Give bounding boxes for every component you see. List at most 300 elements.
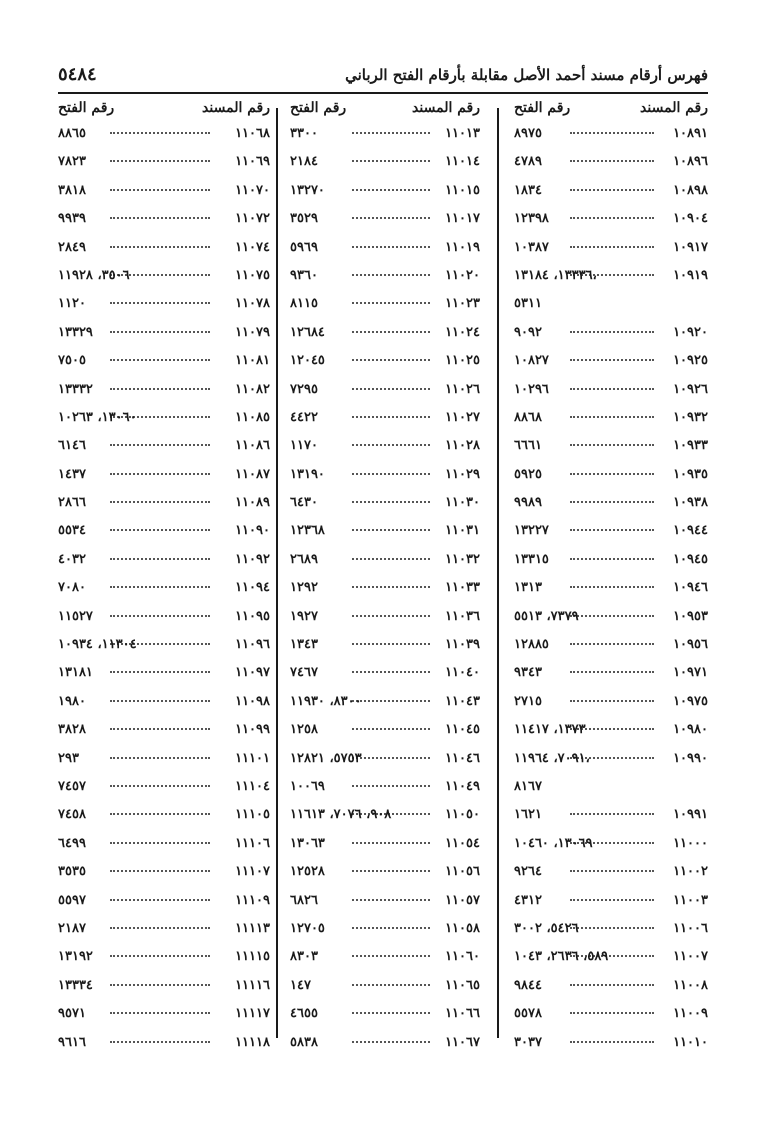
fath-number: ٥٣١١ [514, 296, 542, 312]
dot-leader [110, 359, 210, 361]
fath-number: ١٣٠٦٠، ١٠٢٦٣ [58, 409, 137, 425]
dot-leader [570, 870, 654, 872]
dot-leader [570, 529, 654, 531]
index-entry [58, 489, 270, 517]
index-entry [290, 1000, 480, 1028]
fath-number: ٨٩٧٥ [514, 126, 542, 141]
dot-leader [352, 1041, 430, 1043]
index-entry [514, 801, 708, 829]
dot-leader [110, 955, 210, 957]
index-entry [514, 830, 708, 858]
musnad-number: ١٠٩٨٠ [673, 722, 708, 738]
dot-leader [352, 302, 430, 304]
musnad-number: ١١٠٥٠ [445, 807, 480, 823]
index-entry [514, 943, 708, 971]
index-entry [58, 603, 270, 631]
dot-leader [352, 615, 430, 617]
fath-number: ٧٢٩٥ [290, 381, 318, 397]
dot-leader [352, 529, 430, 531]
index-entry [290, 915, 480, 943]
column-divider [497, 108, 499, 1038]
musnad-number: ١١٠٣١ [445, 523, 480, 539]
musnad-number: ١٠٩٣٥ [673, 466, 708, 482]
fath-number: ٢٦٨٩ [290, 551, 318, 567]
fath-number: ٨١١٥ [290, 296, 318, 312]
index-entry [514, 262, 708, 290]
musnad-number: ١٠٩٣٨ [673, 495, 708, 511]
musnad-number: ١١٠٦٨ [235, 126, 270, 141]
musnad-number: ١١٠٩٢ [235, 551, 270, 567]
running-title: فهرس أرقام مسند أحمد الأصل مقابلة بأرقام الفتح الرباني [345, 66, 708, 84]
dot-leader [110, 728, 210, 730]
index-entry [58, 631, 270, 659]
musnad-number: ١١٠٥٨ [445, 920, 480, 936]
index-entry [290, 489, 480, 517]
dot-leader [570, 643, 654, 645]
musnad-header: رقم المسند [202, 100, 270, 116]
fath-number: ٤٧٨٩ [514, 154, 542, 170]
dot-leader [352, 444, 430, 446]
index-entry [58, 262, 270, 290]
dot-leader [110, 1012, 210, 1014]
dot-leader [352, 217, 430, 219]
musnad-number: ١١٠٧٢ [235, 211, 270, 227]
dot-leader [352, 927, 430, 929]
fath-number: ٤٣١٢ [514, 892, 542, 908]
fath-number: ٥٨٣٨ [290, 1034, 318, 1050]
fath-number: ٣٣٠٠ [290, 126, 318, 141]
index-entry [58, 120, 270, 148]
index-entry [290, 972, 480, 1000]
fath-number: ٨٣٠٣ [290, 949, 318, 965]
musnad-number: ١٠٩٧١ [673, 665, 708, 681]
index-entry [514, 574, 708, 602]
fath-number: ١١٧٠ [290, 438, 318, 454]
fath-number: ٩٩٣٩ [58, 211, 86, 227]
musnad-number: ١٠٨٩٨ [673, 182, 708, 198]
fath-number: ١٣٣٣٦، ١٣١٨٤، [514, 267, 597, 283]
dot-leader [570, 246, 654, 248]
index-entry [514, 972, 708, 1000]
fath-number: ٤٠٣٢ [58, 551, 86, 567]
dot-leader [110, 899, 210, 901]
dot-leader [570, 444, 654, 446]
dot-leader [352, 1012, 430, 1014]
fath-number: ١٢٨٨٥ [514, 637, 549, 653]
index-rows [58, 120, 270, 1057]
index-entry [514, 461, 708, 489]
index-entry [290, 858, 480, 886]
fath-number: ٥٧٥٣، ١٢٨٢١ [290, 750, 362, 766]
fath-number: ١٣٧٣، ١١٤١٧ [514, 722, 586, 738]
index-entry [514, 517, 708, 545]
dot-leader [352, 331, 430, 333]
fath-number: ٦٦٦١ [514, 438, 542, 454]
page-header [58, 58, 708, 92]
index-entry [58, 205, 270, 233]
musnad-number: ١١٠٥٦ [445, 864, 480, 880]
musnad-number: ١١٠٢٧ [445, 409, 480, 425]
page-number: ٥٤٨٤ [58, 64, 97, 85]
index-entry [290, 631, 480, 659]
fath-number: ٥٨٩، ٢٦٣٦، ١٠٤٣ [514, 949, 609, 965]
musnad-number: ١١٠٦٥ [445, 977, 480, 993]
musnad-number: ١١٠١٤ [445, 154, 480, 170]
fath-number: ٣٨١٨ [58, 182, 86, 198]
dot-leader [110, 870, 210, 872]
dot-leader [570, 927, 654, 929]
dot-leader [110, 842, 210, 844]
dot-leader [352, 388, 430, 390]
musnad-number: ١١١٠٤ [235, 778, 270, 794]
fath-number: ١٢٥٢٨ [290, 864, 325, 880]
dot-leader [110, 615, 210, 617]
dot-leader [110, 501, 210, 503]
musnad-number: ١١٠٢٨ [445, 438, 480, 454]
index-column-right [514, 96, 708, 1050]
dot-leader [570, 388, 654, 390]
fath-number: ٧٤٦٧ [290, 665, 318, 681]
dot-leader [110, 671, 210, 673]
index-entry [58, 432, 270, 460]
musnad-number: ١٠٩٤٤ [673, 523, 708, 539]
musnad-number: ١١٠٢٣ [445, 296, 480, 312]
index-entry [290, 234, 480, 262]
dot-leader [110, 388, 210, 390]
musnad-number: ١٠٩٢٠ [673, 324, 708, 340]
fath-number: ١١٢٠ [58, 296, 86, 312]
fath-number: ١٠٢٩٦ [514, 381, 549, 397]
dot-leader [570, 359, 654, 361]
musnad-number: ١١٠٩٨ [235, 693, 270, 709]
fath-number: ٥٩٦٩ [290, 239, 318, 255]
musnad-number: ١١٠٩٤ [235, 580, 270, 596]
index-entry [514, 631, 708, 659]
musnad-number: ١١١١٥ [235, 949, 270, 965]
fath-number: ٥٥٧٨ [514, 1006, 542, 1022]
dot-leader [352, 558, 430, 560]
fath-number: ١٩٨٠ [58, 693, 86, 709]
index-entry [58, 915, 270, 943]
index-entry [58, 773, 270, 801]
musnad-header: رقم المسند [412, 100, 480, 116]
fath-number: ١١٣٠٤، ١٠٩٣٤ [58, 637, 137, 653]
fath-number: ١٣٣١٥ [514, 551, 549, 567]
dot-leader [110, 132, 210, 134]
fath-number: ٣٨٢٨ [58, 722, 86, 738]
fath-number: ١٣١٣ [514, 580, 542, 596]
musnad-number: ١١٠٧٠ [235, 182, 270, 198]
fath-number: ٦٤٩٩ [58, 835, 86, 851]
index-entry [290, 943, 480, 971]
dot-leader [352, 473, 430, 475]
musnad-number: ١٠٩٧٥ [673, 693, 708, 709]
index-entry [58, 404, 270, 432]
index-rows [514, 120, 708, 1057]
dot-leader [352, 671, 430, 673]
dot-leader [570, 984, 654, 986]
index-entry [290, 887, 480, 915]
dot-leader [352, 757, 430, 759]
dot-leader [352, 359, 430, 361]
index-entry [58, 376, 270, 404]
fath-number: ٣٥٢٩ [290, 211, 318, 227]
musnad-number: ١١٠٠٨ [673, 977, 708, 993]
fath-number: ١٢٩٢ [290, 580, 318, 596]
musnad-number: ١١٠١٣ [445, 126, 480, 141]
dot-leader [110, 785, 210, 787]
index-entry [58, 745, 270, 773]
musnad-number: ١١١٠٦ [235, 835, 270, 851]
dot-leader [570, 160, 654, 162]
musnad-number: ١١٠٧٥ [235, 267, 270, 283]
fath-number: ٢٨٤٩ [58, 239, 86, 255]
index-entry [58, 290, 270, 318]
dot-leader [110, 984, 210, 986]
musnad-number: ١١٠١٠ [673, 1034, 708, 1050]
dot-leader [570, 416, 654, 418]
musnad-number: ١١٠٢٩ [445, 466, 480, 482]
index-entry [514, 887, 708, 915]
dot-leader [352, 189, 430, 191]
index-entry [58, 574, 270, 602]
dot-leader [110, 217, 210, 219]
dot-leader [352, 501, 430, 503]
dot-leader [110, 558, 210, 560]
musnad-number: ١١١٠٧ [235, 864, 270, 880]
musnad-number: ١٠٩٠٤ [673, 211, 708, 227]
fath-number: ٧٣٧٩، ٥٥١٣ [514, 608, 579, 624]
musnad-number: ١١٠٦٠ [445, 949, 480, 965]
musnad-number: ١١٠٩٥ [235, 608, 270, 624]
dot-leader [110, 444, 210, 446]
dot-leader [110, 813, 210, 815]
fath-number: ٦٨٢٦ [290, 892, 318, 908]
index-entry [514, 404, 708, 432]
dot-leader [352, 955, 430, 957]
fath-number: ٥٤٢٦، ٣٠٠٢ [514, 920, 579, 936]
index-entry [58, 659, 270, 687]
musnad-number: ١١٠٠٧ [673, 949, 708, 965]
fath-number: ١٠٠٦٩ [290, 778, 325, 794]
index-entry [58, 716, 270, 744]
index-entry [290, 688, 480, 716]
index-entry [514, 858, 708, 886]
dot-leader [352, 785, 430, 787]
fath-number: ١٣١٩٢ [58, 949, 93, 965]
fath-number: ٢١٨٤ [290, 154, 318, 170]
fath-number: ١٢٥٨ [290, 722, 318, 738]
musnad-number: ١١٠٧٩ [235, 324, 270, 340]
musnad-number: ١١٠٦٧ [445, 1034, 480, 1050]
index-entry [58, 177, 270, 205]
fath-number: ١١٥٢٧ [58, 608, 93, 624]
index-entry [290, 376, 480, 404]
musnad-number: ١١٠٧٨ [235, 296, 270, 312]
dot-leader [570, 700, 654, 702]
musnad-number: ١١٠٤٦ [445, 750, 480, 766]
musnad-number: ١١٠٠٠ [673, 835, 708, 851]
index-column-middle [290, 96, 480, 1050]
dot-leader [110, 473, 210, 475]
fath-number: ١٢٣٦٨ [290, 523, 325, 539]
musnad-number: ١١٠٠٦ [673, 920, 708, 936]
musnad-number: ١٠٩٩٠ [673, 750, 708, 766]
dot-leader [570, 558, 654, 560]
fath-number: ٥٩٢٥ [514, 466, 542, 482]
index-entry [290, 347, 480, 375]
fath-number: ١٢٦٨٤ [290, 324, 325, 340]
dot-leader [570, 189, 654, 191]
fath-number: ١٠٣٨٧ [514, 239, 549, 255]
musnad-number: ١١٠٩٩ [235, 722, 270, 738]
index-entry [290, 319, 480, 347]
musnad-number: ١١٠١٩ [445, 239, 480, 255]
musnad-number: ١١٠٤٩ [445, 778, 480, 794]
dot-leader [352, 160, 430, 162]
fath-number: ٦٤٣٠ [290, 495, 318, 511]
musnad-number: ١١٠٣٠ [445, 495, 480, 511]
musnad-number: ١١١٠١ [235, 750, 270, 766]
musnad-number: ١١٠١٥ [445, 182, 480, 198]
musnad-number: ١١١١٨ [235, 1034, 270, 1050]
index-entry [290, 517, 480, 545]
index-entry [290, 461, 480, 489]
musnad-number: ١٠٩٣٣ [673, 438, 708, 454]
index-entry [514, 120, 708, 148]
index-entry [290, 205, 480, 233]
dot-leader [570, 671, 654, 673]
fath-number: ٧٥٠٥ [58, 353, 86, 369]
fath-number: ٢٧١٥ [514, 693, 542, 709]
dot-leader [352, 643, 430, 645]
fath-number: ٨١٦٧ [514, 778, 542, 794]
index-entry [58, 858, 270, 886]
dot-leader [110, 302, 210, 304]
musnad-header: رقم المسند [640, 100, 708, 116]
dot-leader [352, 274, 430, 276]
musnad-number: ١١٠١٧ [445, 211, 480, 227]
dot-leader [352, 246, 430, 248]
fath-number: ٨٨٦٨ [514, 409, 542, 425]
fath-number: ٩٥٧١ [58, 1006, 86, 1022]
index-entry [514, 205, 708, 233]
musnad-number: ١١٠٠٩ [673, 1006, 708, 1022]
index-entry [58, 1000, 270, 1028]
musnad-number: ١٠٨٩٦ [673, 154, 708, 170]
dot-leader [570, 899, 654, 901]
dot-leader [570, 501, 654, 503]
dot-leader [570, 615, 654, 617]
index-entry [290, 745, 480, 773]
fath-header: رقم الفتح [58, 100, 115, 116]
dot-leader [110, 1041, 210, 1043]
fath-number: ١٣٠٦٣ [290, 835, 325, 851]
musnad-number: ١٠٩٩١ [673, 807, 708, 823]
fath-number: ٧٤٥٧ [58, 778, 86, 794]
index-entry [290, 659, 480, 687]
dot-leader [110, 529, 210, 531]
index-entry [290, 1029, 480, 1057]
musnad-number: ١١٠٣٢ [445, 551, 480, 567]
musnad-number: ١١١١٦ [235, 977, 270, 993]
column-divider [276, 108, 278, 1038]
musnad-number: ١١٠٨٩ [235, 495, 270, 511]
musnad-number: ١١١١٧ [235, 1006, 270, 1022]
fath-number: ٣٥٣٥ [58, 864, 86, 880]
musnad-number: ١٠٩٢٦ [673, 381, 708, 397]
musnad-number: ١١٠٤٥ [445, 722, 480, 738]
dot-leader [570, 586, 654, 588]
index-entry [58, 1029, 270, 1057]
fath-number: ٩٣٦٠ [290, 267, 318, 283]
musnad-number: ١١٠٨٢ [235, 381, 270, 397]
index-entry [290, 177, 480, 205]
musnad-number: ١١٠٢٥ [445, 353, 480, 369]
musnad-number: ١١٠٢٦ [445, 381, 480, 397]
musnad-number: ١١٠٩٧ [235, 665, 270, 681]
index-entry [514, 148, 708, 176]
index-entry [290, 404, 480, 432]
dot-leader [110, 246, 210, 248]
index-entry [514, 1029, 708, 1057]
musnad-number: ١٠٩١٩ [673, 267, 708, 283]
fath-number: ١٣١٩٠ [290, 466, 325, 482]
fath-number: ١٢٣٩٨ [514, 211, 549, 227]
index-entry [58, 148, 270, 176]
musnad-number: ١٠٩١٧ [673, 239, 708, 255]
dot-leader [110, 160, 210, 162]
fath-header: رقم الفتح [290, 100, 347, 116]
musnad-number: ١٠٩٣٢ [673, 409, 708, 425]
fath-number: ١٩٢٧ [290, 608, 318, 624]
fath-number: ٩٠٨، ٧٠٧٦، ١١٦١٣ [290, 807, 392, 823]
dot-leader [110, 331, 210, 333]
index-entry [290, 546, 480, 574]
index-entry [514, 546, 708, 574]
fath-number: ٢٨٦٦ [58, 495, 86, 511]
fath-number: ١٤٧ [290, 977, 311, 993]
fath-number: ٣٥٠٦، ١١٩٢٨ [58, 267, 130, 283]
fath-number: ٣٠٣٧ [514, 1034, 542, 1050]
index-entry [58, 461, 270, 489]
fath-number: ٩٣٤٣ [514, 665, 542, 681]
dot-leader [110, 927, 210, 929]
musnad-number: ١١٠٣٩ [445, 637, 480, 653]
dot-leader [352, 416, 430, 418]
musnad-number: ١١٠٠٢ [673, 864, 708, 880]
musnad-number: ١١٠٩٠ [235, 523, 270, 539]
index-entry [58, 319, 270, 347]
index-entry [514, 347, 708, 375]
musnad-number: ١٠٩٤٥ [673, 551, 708, 567]
fath-number: ١٣٢٢٧ [514, 523, 549, 539]
fath-number: ٢٩٣ [58, 750, 79, 766]
index-entry [58, 347, 270, 375]
musnad-number: ١٠٩٢٥ [673, 353, 708, 369]
fath-number: ٦١٤٦ [58, 438, 86, 454]
index-entry [290, 830, 480, 858]
fath-number: ٩٩٨٩ [514, 495, 542, 511]
musnad-number: ١٠٩٥٣ [673, 608, 708, 624]
fath-number: ٧٠٨٠ [58, 580, 86, 596]
dot-leader [110, 700, 210, 702]
index-entry [58, 234, 270, 262]
musnad-number: ١١٠٥٧ [445, 892, 480, 908]
musnad-number: ١٠٩٤٦ [673, 580, 708, 596]
musnad-number: ١١٠٢٠ [445, 267, 480, 283]
index-entry [290, 432, 480, 460]
